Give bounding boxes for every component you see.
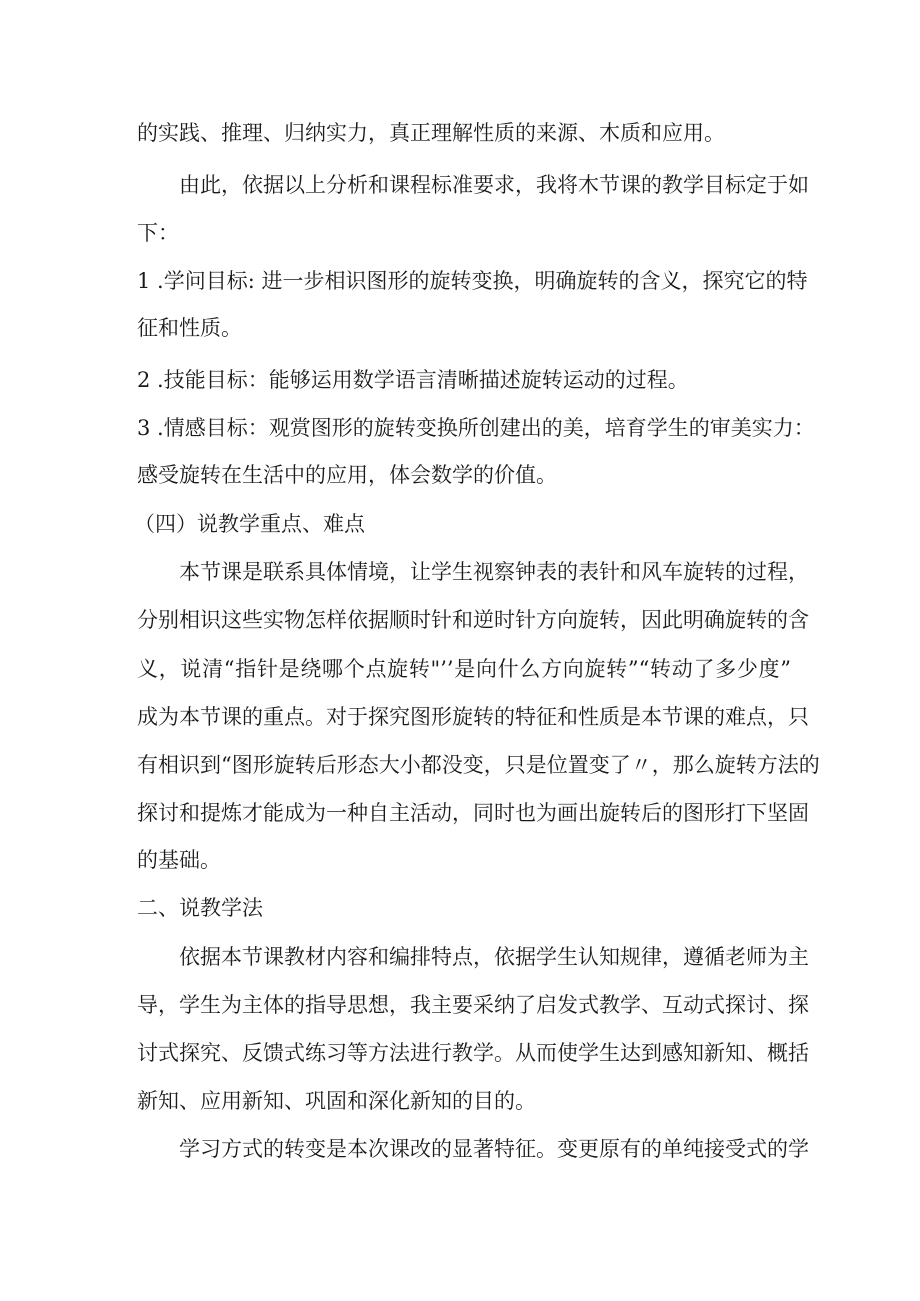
- paragraph-line: 本节课是联系具体情境，让学生视察钟表的表针和风车旋转的过程，: [179, 560, 809, 584]
- paragraph-line: 的基础。: [137, 848, 221, 872]
- paragraph-line: 探讨和提炼才能成为一种自主活动，同时也为画出旋转后的图形打下坚固: [137, 801, 809, 825]
- paragraph-line: 学习方式的转变是本次课改的显著特征。变更原有的单纯接受式的学: [179, 1137, 809, 1161]
- paragraph-line: 成为本节课的重点。对于探究图形旋转的特征和性质是本节课的难点，只: [137, 705, 809, 729]
- paragraph-line: 讨式探究、反馈式练习等方法进行教学。从而使学生达到感知新知、概括: [137, 1041, 809, 1065]
- paragraph-line: 由此，依据以上分析和课程标准要求，我将木节课的教学目标定于如: [179, 173, 809, 197]
- paragraph-line: 导，学生为主体的指导思想，我主要采纳了启发式教学、互动式探讨、探: [137, 993, 809, 1017]
- paragraph-line: 感受旋转在生活中的应用，体会数学的价值。: [137, 463, 557, 487]
- paragraph-line: 义，说清“指针是绕哪个点旋转"’’是向什么方向旋转”“转动了多少度”: [137, 657, 791, 681]
- section-heading-teaching-method: 二、说教学法: [137, 896, 263, 920]
- paragraph-line: 下：: [137, 221, 179, 245]
- list-item-skill-goal: 2 .技能目标：能够运用数学语言清晰描述旋转运动的过程。: [137, 368, 689, 392]
- paragraph-line: 新知、应用新知、巩固和深化新知的目的。: [137, 1089, 536, 1113]
- paragraph-line: 有相识到“图形旋转后形态大小都没变，只是位置变了〃，那么旋转方法的: [137, 753, 820, 777]
- paragraph-line: 依据本节课教材内容和编排特点，依据学生认知规律，遵循老师为主: [179, 945, 809, 969]
- section-heading-key-points: （四）说教学重点、难点: [134, 512, 365, 536]
- list-item-knowledge-goal: 1 .学问目标: 进一步相识图形的旋转变换，明确旋转的含义，探究它的特: [137, 269, 808, 293]
- paragraph-line: 征和性质。: [137, 316, 242, 340]
- paragraph-line: 的实践、推理、归纳实力，真正理解性质的来源、木质和应用。: [137, 121, 725, 145]
- paragraph-line: 分别相识这些实物怎样依据顺时针和逆时针方向旋转，因此明确旋转的含: [137, 608, 809, 632]
- list-item-emotion-goal: 3 .情感目标：观赏图形的旋转变换所创建出的美，培育学生的审美实力：: [137, 416, 815, 440]
